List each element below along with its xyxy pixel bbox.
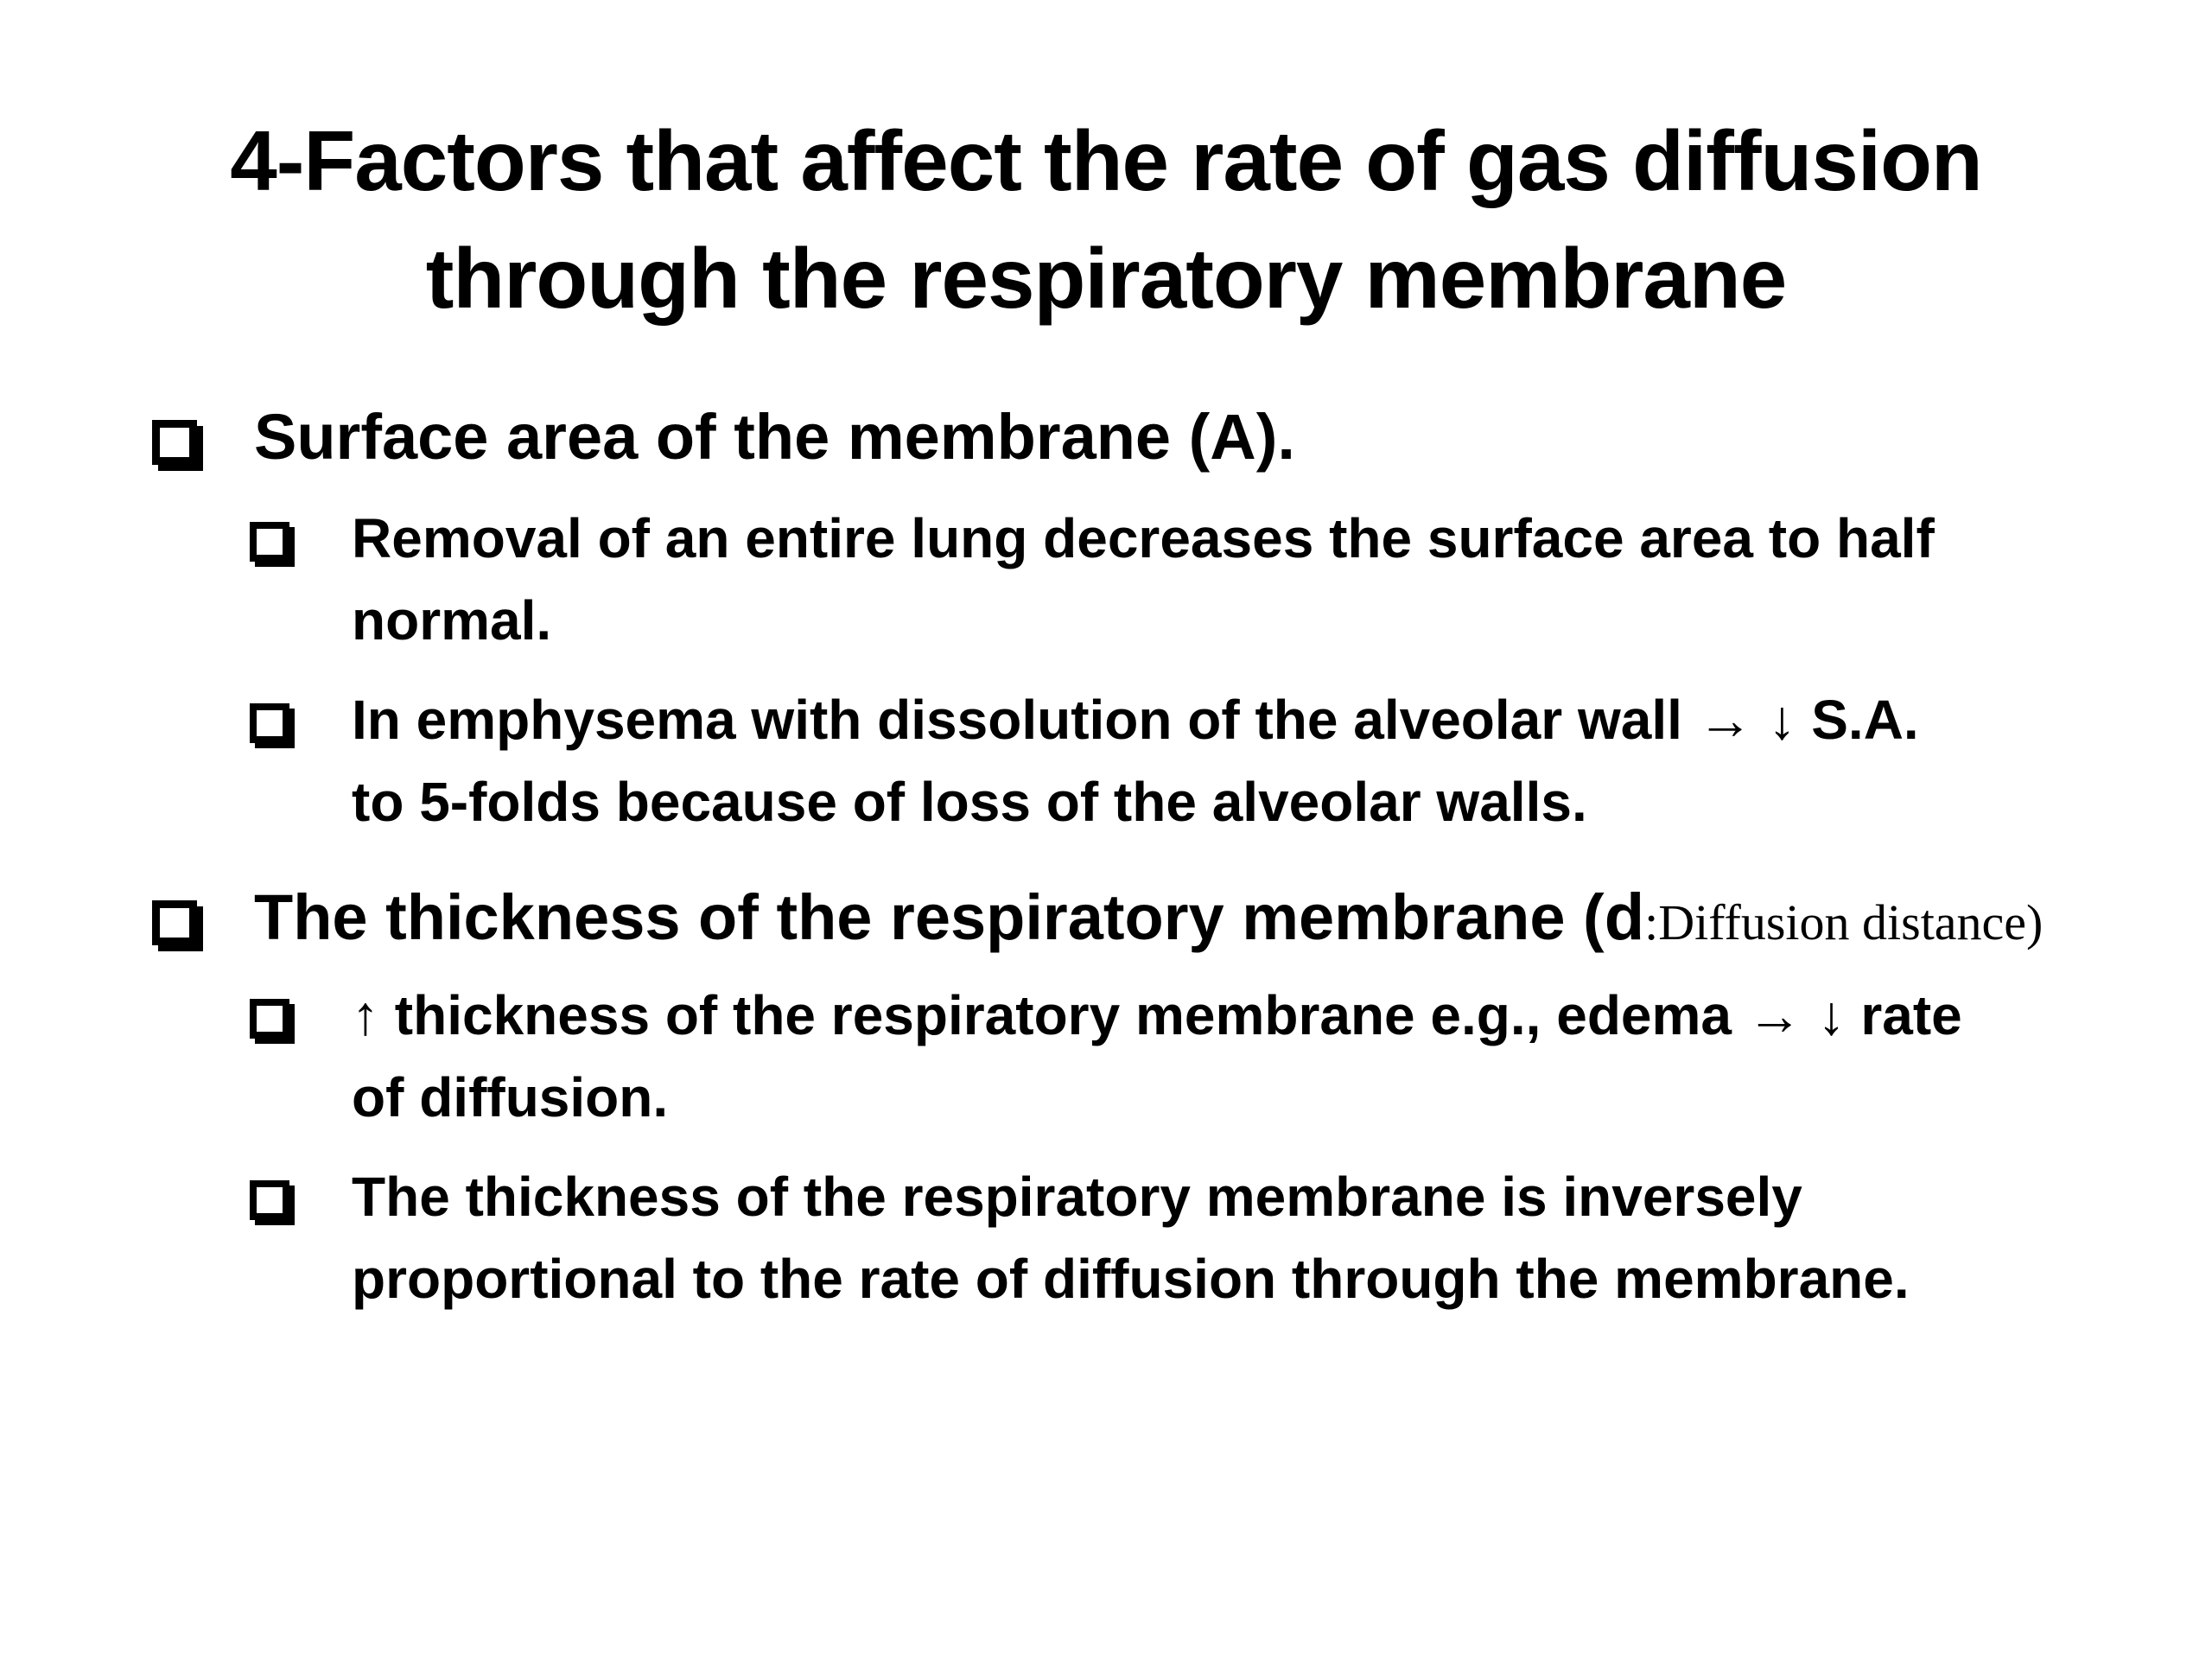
bullet-text-d: d <box>1604 880 1645 954</box>
bullet-text: Surface area of the membrane (A). <box>254 401 1295 473</box>
checkbox-bullet-icon <box>250 703 289 743</box>
sub-bullet-line-1: In emphysema with dissolution of the alveolar wall → ↓ S.A. <box>352 689 1919 751</box>
sub-bullet-text <box>352 679 2158 843</box>
checkbox-bullet-icon <box>250 522 289 562</box>
bullet-text-main: The thickness of the respiratory membrane <box>254 881 1584 953</box>
checkbox-bullet-icon <box>250 999 289 1039</box>
sub-bullet-text <box>352 498 2158 662</box>
sub-bullet-text <box>352 1156 2158 1320</box>
checkbox-bullet-icon <box>250 1180 289 1220</box>
sub-bullet-line-2: proportional to the rate of diffusion through the membrane. <box>352 1248 1910 1310</box>
slide-title-line-1: 4-Factors that affect the rate of gas diffusion <box>230 113 1982 208</box>
sub-bullet-line-1: The thickness of the respiratory membrane is inversely <box>352 1166 1802 1228</box>
slide-title <box>0 102 2212 337</box>
sub-bullet-line-2: of diffusion. <box>352 1066 669 1128</box>
sub-bullet-line-2: normal. <box>352 589 552 652</box>
bullet-text <box>254 874 2043 966</box>
sub-bullet-line-2: to 5-folds because of loss of the alveolar walls. <box>352 771 1587 833</box>
checkbox-bullet-icon <box>152 420 197 465</box>
checkbox-bullet-icon <box>152 900 197 945</box>
slide-title-line-2: through the respiratory membrane <box>425 231 1787 326</box>
sub-bullet-line-1: ↑ thickness of the respiratory membrane e.g., edema → ↓ rate <box>352 984 1962 1046</box>
bullet-text-paren: ( <box>1583 881 1605 953</box>
sub-bullet-line-1: Removal of an entire lung decreases the surface area to half <box>352 507 1935 569</box>
bullet-text-diffusion-distance: :Diffusion distance) <box>1644 894 2044 950</box>
sub-bullet-text <box>352 975 2158 1139</box>
